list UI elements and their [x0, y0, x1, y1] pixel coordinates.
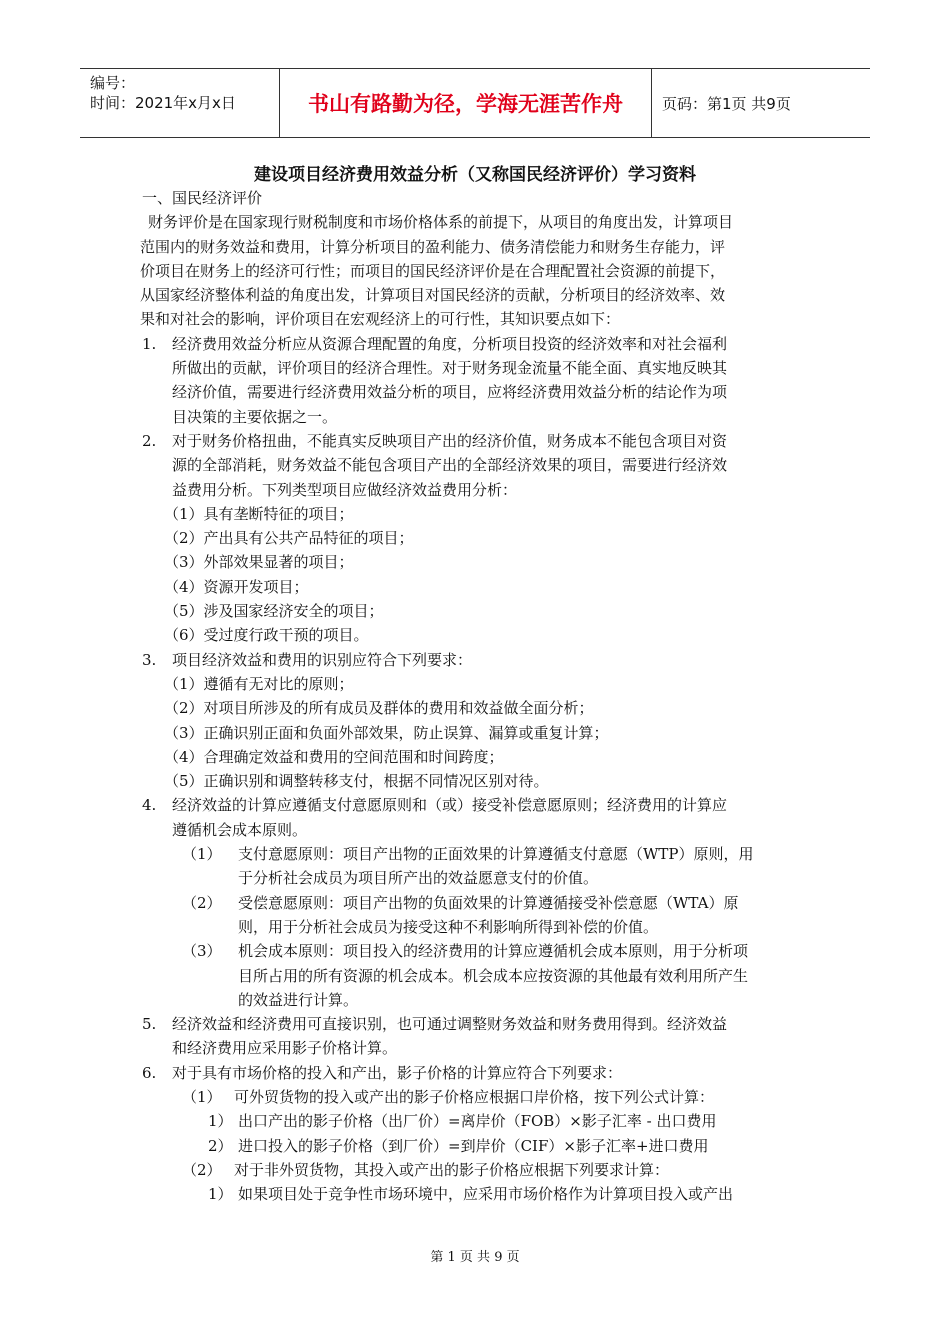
principle-item [142, 842, 810, 866]
item-number: 1. [142, 334, 157, 353]
intro-line: 果和对社会的影响，评价项目在宏观经济上的可行性，其知识要点如下： [140, 310, 621, 329]
section-heading: 一、国民经济评价 [142, 189, 263, 207]
motto: 书山有路勤为径，学海无涯苦作舟 [280, 69, 652, 137]
formula-text: 出口产出的影子价格（出厂价）=离岸价（FOB）×影子汇率 - 出口费用 [238, 1112, 717, 1131]
item-text: 经济价值，需要进行经济费用效益分析的项目，应将经济费用效益分析的结论作为项 [172, 383, 728, 402]
principle-cont [142, 915, 810, 939]
list-item-2 [142, 429, 810, 453]
sub-requirement [142, 1085, 810, 1109]
list-item-2-cont [142, 478, 810, 502]
list-item-5-cont [142, 1036, 810, 1060]
principle-text: 的效益进行计算。 [238, 990, 359, 1009]
sub-number: （2） [182, 1160, 222, 1179]
list-item-1-cont [142, 380, 810, 404]
list-item-3 [142, 648, 810, 672]
sub-item: （4）资源开发项目； [164, 577, 309, 596]
document-body [142, 186, 810, 1206]
item-text: 和经济费用应采用影子价格计算。 [172, 1039, 398, 1058]
principle-item [142, 939, 810, 963]
item-text: 目决策的主要依据之一。 [172, 407, 338, 426]
formula-line [142, 1182, 810, 1206]
header-table [80, 68, 870, 138]
principle-item [142, 891, 810, 915]
item-text: 遵循机会成本原则。 [172, 820, 308, 839]
item-text: 所做出的贡献，评价项目的经济合理性。对于财务现金流量不能全面、真实地反映其 [172, 359, 728, 378]
code-label: 编号： [90, 74, 136, 92]
item-text: 经济效益和经济费用可直接识别，也可通过调整财务效益和财务费用得到。经济效益 [172, 1015, 728, 1034]
header-left-cell [80, 69, 280, 137]
item-text: 对于财务价格扭曲，不能真实反映项目产出的经济价值，财务成本不能包含项目对资 [172, 431, 728, 450]
principle-number: （2） [182, 893, 222, 912]
sub-item: （3）外部效果显著的项目； [164, 553, 354, 572]
sub-text: 可外贸货物的投入或产出的影子价格应根据口岸价格，按下列公式计算： [234, 1087, 715, 1106]
sub-item: （2）对项目所涉及的所有成员及群体的费用和效益做全面分析； [164, 699, 594, 718]
sub-requirement [142, 1158, 810, 1182]
item-text: 项目经济效益和费用的识别应符合下列要求： [172, 650, 473, 669]
sub-text: 对于非外贸货物，其投入或产出的影子价格应根据下列要求计算： [234, 1160, 670, 1179]
list-item-1-cont [142, 356, 810, 380]
item-number: 2. [142, 431, 157, 450]
formula-line [142, 1109, 810, 1133]
sub-item: （1）遵循有无对比的原则； [164, 674, 354, 693]
formula-number: 2） [208, 1136, 233, 1155]
sub-item: （6）受过度行政干预的项目。 [164, 626, 369, 645]
principle-cont [142, 988, 810, 1012]
intro-line: 价项目在财务上的经济可行性；而项目的国民经济评价是在合理配置社会资源的前提下， [140, 261, 726, 280]
item-number: 6. [142, 1063, 157, 1082]
principle-cont [142, 964, 810, 988]
formula-text: 如果项目处于竞争性市场环境中，应采用市场价格作为计算项目投入或产出 [238, 1185, 734, 1204]
sub-item: （4）合理确定效益和费用的空间范围和时间跨度； [164, 747, 504, 766]
sub-item: （1）具有垄断特征的项目； [164, 504, 354, 523]
item-number: 3. [142, 650, 157, 669]
document-title: 建设项目经济费用效益分析（又称国民经济评价）学习资料 [254, 165, 696, 185]
principle-cont [142, 866, 810, 890]
sub-number: （1） [182, 1087, 222, 1106]
page-info: 页码：第1页 共9页 [662, 94, 791, 113]
item-number: 5. [142, 1015, 157, 1034]
principle-number: （1） [182, 845, 222, 864]
formula-number: 1） [208, 1185, 233, 1204]
item-number: 4. [142, 796, 157, 815]
intro-line: 范围内的财务效益和费用，计算分析项目的盈利能力、债务清偿能力和财务生存能力，评 [140, 237, 726, 256]
list-item-4-cont [142, 818, 810, 842]
principle-text: 受偿意愿原则：项目产出物的负面效果的计算遵循接受补偿意愿（WTA）原 [238, 893, 739, 912]
list-item-4 [142, 793, 810, 817]
list-item-2-cont [142, 453, 810, 477]
sub-item: （5）正确识别和调整转移支付，根据不同情况区别对待。 [164, 772, 549, 791]
formula-line [142, 1134, 810, 1158]
formula-text: 进口投入的影子价格（到厂价）=到岸价（CIF）×影子汇率+进口费用 [238, 1136, 709, 1155]
date-label: 时间：2021年x月x日 [90, 94, 236, 112]
principle-text: 于分析社会成员为项目所产出的效益愿意支付的价值。 [238, 869, 599, 888]
principle-text: 机会成本原则：项目投入的经济费用的计算应遵循机会成本原则，用于分析项 [238, 942, 749, 961]
item-text: 对于具有市场价格的投入和产出，影子价格的计算应符合下列要求： [172, 1063, 623, 1082]
list-item-6 [142, 1061, 810, 1085]
principle-text: 支付意愿原则：项目产出物的正面效果的计算遵循支付意愿（WTP）原则，用 [238, 845, 754, 864]
sub-item: （3）正确识别正面和负面外部效果，防止误算、漏算或重复计算； [164, 723, 609, 742]
list-item-1-cont [142, 405, 810, 429]
item-text: 经济效益的计算应遵循支付意愿原则和（或）接受补偿意愿原则；经济费用的计算应 [172, 796, 728, 815]
intro-line: 从国家经济整体利益的角度出发，计算项目对国民经济的贡献，分析项目的经济效率、效 [140, 286, 726, 305]
sub-item: （2）产出具有公共产品特征的项目； [164, 529, 414, 548]
sub-item: （5）涉及国家经济安全的项目； [164, 602, 384, 621]
principle-text: 目所占用的所有资源的机会成本。机会成本应按资源的其他最有效利用所产生 [238, 966, 749, 985]
formula-number: 1） [208, 1112, 233, 1131]
intro-line: 财务评价是在国家现行财税制度和市场价格体系的前提下，从项目的角度出发，计算项目 [148, 213, 734, 232]
item-text: 源的全部消耗，财务效益不能包含项目产出的全部经济效果的项目，需要进行经济效 [172, 456, 728, 475]
principle-number: （3） [182, 942, 222, 961]
list-item-5 [142, 1012, 810, 1036]
item-text: 益费用分析。下列类型项目应做经济效益费用分析： [172, 480, 518, 499]
item-text: 经济费用效益分析应从资源合理配置的角度，分析项目投资的经济效率和对社会福利 [172, 334, 728, 353]
list-item-1 [142, 332, 810, 356]
principle-text: 则，用于分析社会成员为接受这种不利影响所得到补偿的价值。 [238, 917, 659, 936]
page-footer: 第 1 页 共 9 页 [430, 1250, 520, 1265]
